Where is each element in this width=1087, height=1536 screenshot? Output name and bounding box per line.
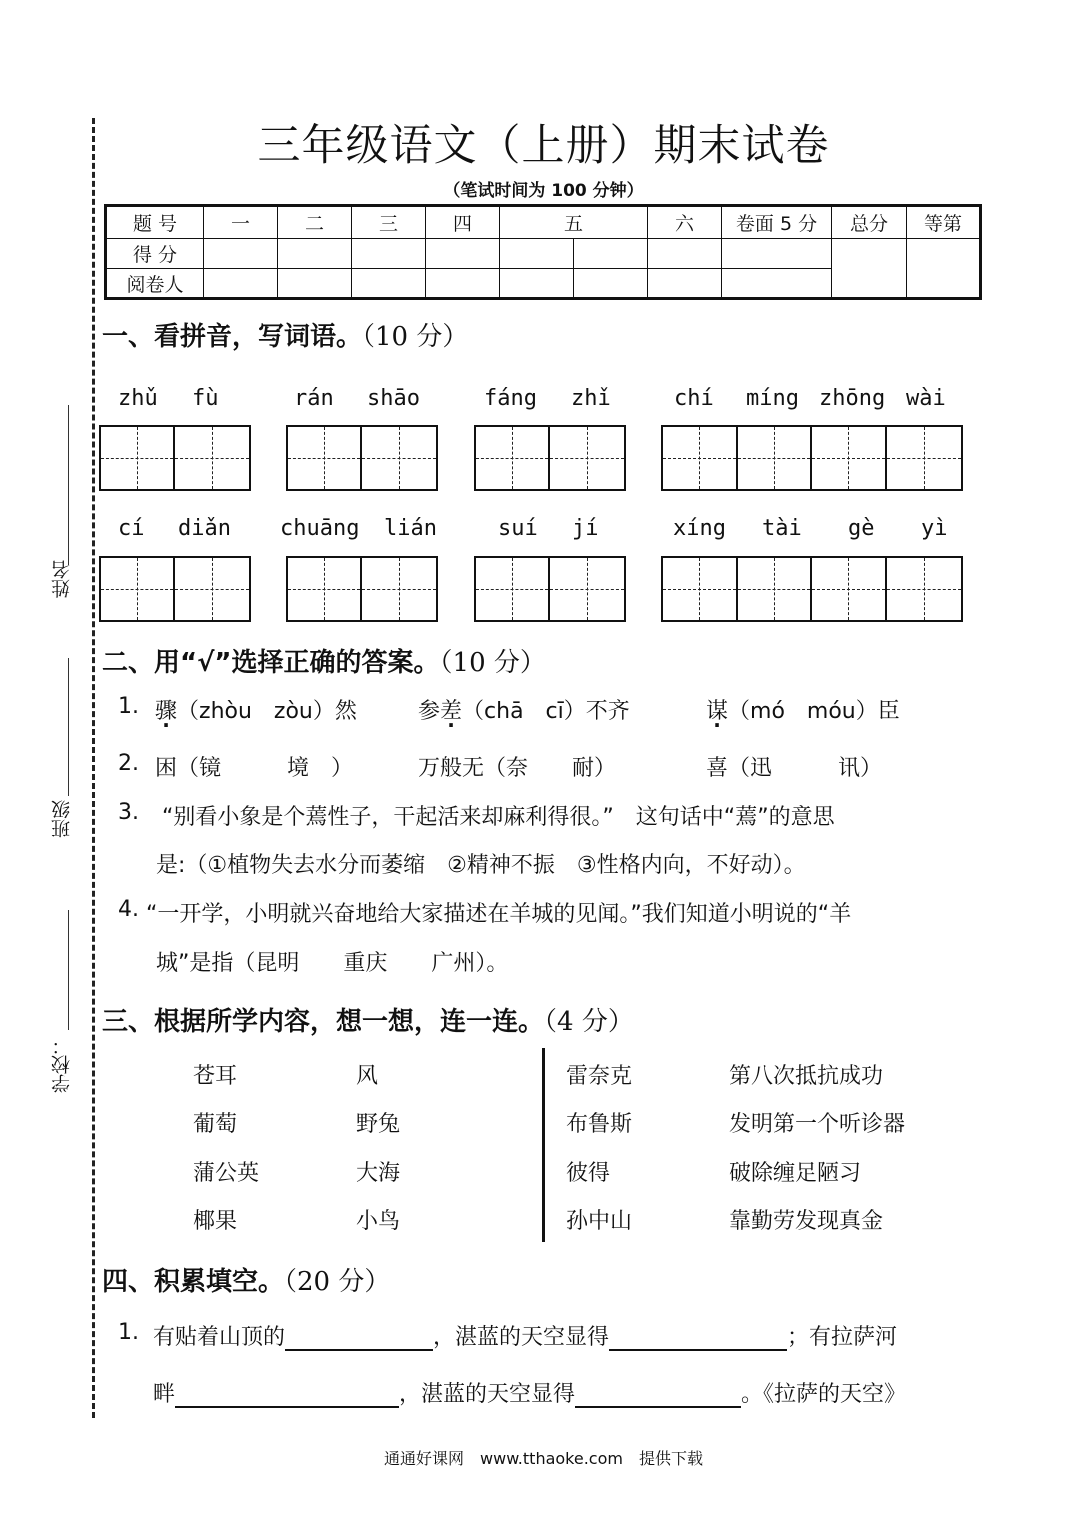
match-item: 野兔	[356, 1112, 401, 1137]
s4-text: 畔	[153, 1382, 176, 1407]
section4-title: 四、积累填空。	[102, 1267, 285, 1297]
writing-grid[interactable]	[474, 556, 626, 622]
page-title: 三年级语文（上册）期末试卷	[257, 121, 830, 171]
match-item: 雷奈克	[566, 1064, 633, 1089]
grade-cell[interactable]	[907, 239, 981, 299]
q3-line2: 是:（①植物失去水分而萎缩 ②精神不振 ③性格内向，不好动）。	[156, 853, 806, 878]
row-label: 得 分	[106, 239, 204, 269]
writing-grid[interactable]	[286, 556, 438, 622]
section3-heading	[102, 1001, 634, 1038]
q4-line1: “一开学，小明就兴奋地给大家描述在羊城的见闻。”我们知道小明说的“羊	[146, 902, 852, 927]
q1-a-rest: （zhòu zòu）然	[177, 699, 357, 724]
pinyin: tài	[762, 516, 802, 541]
pinyin: jí	[572, 516, 599, 541]
writing-grid[interactable]	[99, 556, 251, 622]
match-item: 小鸟	[356, 1209, 401, 1234]
s4-text: 有贴着山顶的	[153, 1325, 286, 1350]
pinyin: fáng	[484, 386, 537, 411]
pinyin: cí	[118, 516, 145, 541]
q2-option-c: 喜（迅 讯）	[706, 756, 883, 781]
header-cell: 四	[426, 206, 500, 239]
header-cell: 题 号	[106, 206, 204, 239]
match-item: 大海	[356, 1161, 401, 1186]
s4-text: ，湛蓝的天空显得	[399, 1382, 576, 1407]
q3-number: 3.	[118, 800, 139, 825]
match-item: 布鲁斯	[566, 1112, 633, 1137]
match-item: 发明第一个听诊器	[729, 1112, 906, 1137]
pinyin: zhōng	[819, 386, 886, 411]
section4-points: （20 分）	[284, 1267, 391, 1297]
s4-text: ；有拉萨河	[787, 1325, 898, 1350]
marker-cell[interactable]	[648, 269, 722, 299]
q1-option-b	[418, 694, 630, 725]
s4-text: 。《拉萨的天空》	[741, 1382, 907, 1407]
q1-c-rest: （mó móu）臣	[728, 699, 900, 724]
pinyin: lián	[384, 516, 437, 541]
q1-option-a	[155, 694, 357, 725]
q2-option-b: 万般无（奈 耐）	[418, 756, 617, 781]
school-write-line	[68, 910, 69, 1030]
s4-q1-number: 1.	[118, 1320, 139, 1345]
footer-note: 通通好课网 www.tthaoke.com 提供下载	[384, 1449, 703, 1468]
pinyin: rán	[294, 386, 334, 411]
fill-blank[interactable]	[575, 1384, 741, 1408]
marker-cell[interactable]	[278, 269, 352, 299]
class-write-line	[68, 658, 69, 796]
header-cell: 卷面 5 分	[722, 206, 832, 239]
pinyin: chuāng	[280, 516, 360, 541]
score-cell[interactable]	[722, 239, 832, 269]
match-item: 风	[356, 1064, 379, 1089]
score-cell[interactable]	[204, 239, 278, 269]
header-cell: 二	[278, 206, 352, 239]
section1-points: （10 分）	[362, 322, 469, 352]
score-cell[interactable]	[426, 239, 500, 269]
marker-cell[interactable]	[204, 269, 278, 299]
match-item: 破除缠足陋习	[729, 1161, 862, 1186]
section4-heading	[102, 1261, 390, 1298]
marker-cell[interactable]	[722, 269, 832, 299]
header-cell: 六	[648, 206, 722, 239]
score-cell[interactable]	[574, 239, 648, 269]
marker-cell[interactable]	[352, 269, 426, 299]
q2-number: 2.	[118, 751, 139, 776]
match-item: 葡萄	[193, 1112, 238, 1137]
pinyin: suí	[498, 516, 538, 541]
school-label: 学校：	[51, 1036, 73, 1093]
match-item: 第八次抵抗成功	[729, 1064, 884, 1089]
section2-points: （10 分）	[439, 648, 546, 678]
writing-grid[interactable]	[661, 425, 963, 491]
score-cell[interactable]	[278, 239, 352, 269]
fill-blank[interactable]	[285, 1327, 433, 1351]
q2-option-a: 困（镜 境 ）	[155, 756, 354, 781]
total-cell[interactable]	[832, 239, 907, 299]
score-row	[106, 239, 981, 269]
marker-cell[interactable]	[426, 269, 500, 299]
q1-b-rest: （chā cī）不齐	[462, 699, 630, 724]
s4-q1-line1	[153, 1320, 897, 1351]
q4-line2: 城”是指（昆明 重庆 广州）。	[156, 951, 509, 976]
exam-duration: （笔试时间为 100 分钟）	[443, 181, 644, 201]
score-cell[interactable]	[500, 239, 574, 269]
q1-option-c	[706, 694, 900, 725]
section3-points: （4 分）	[544, 1007, 634, 1037]
match-item: 苍耳	[193, 1064, 238, 1089]
binding-dashed-line	[92, 118, 95, 1418]
pinyin: fù	[192, 386, 219, 411]
pinyin: xíng	[673, 516, 726, 541]
match-item: 靠勤劳发现真金	[729, 1209, 884, 1234]
header-cell: 总分	[832, 206, 907, 239]
marker-cell[interactable]	[574, 269, 648, 299]
row-label: 阅卷人	[106, 269, 204, 299]
match-item: 椰果	[193, 1209, 238, 1234]
marker-cell[interactable]	[500, 269, 574, 299]
fill-blank[interactable]	[609, 1327, 787, 1351]
name-label: 姓名	[51, 560, 73, 598]
name-write-line	[68, 405, 69, 565]
q1-c-char: 谋	[706, 699, 729, 724]
header-cell: 五	[500, 206, 648, 239]
score-cell[interactable]	[648, 239, 722, 269]
class-label: 班级	[51, 800, 73, 838]
s4-text: ，湛蓝的天空显得	[433, 1325, 610, 1350]
q1-a-char: 骤	[155, 699, 178, 724]
q1-b-char: 差	[440, 699, 463, 724]
fill-blank[interactable]	[175, 1384, 399, 1408]
pinyin: diǎn	[178, 516, 231, 541]
section1-heading	[102, 316, 468, 353]
pinyin: zhǔ	[118, 386, 158, 411]
pinyin: yì	[921, 516, 948, 541]
writing-grid[interactable]	[286, 425, 438, 491]
q1-number: 1.	[118, 694, 139, 719]
writing-grid[interactable]	[99, 425, 251, 491]
q1-b-pre: 参	[418, 699, 441, 724]
q3-line1: “别看小象是个蔫性子，干起活来却麻利得很。” 这句话中“蔫”的意思	[162, 805, 835, 830]
section1-title: 一、看拼音，写词语。	[102, 322, 363, 352]
score-header-row	[106, 206, 981, 239]
score-table	[104, 204, 982, 300]
match-item: 蒲公英	[193, 1161, 260, 1186]
match-item: 彼得	[566, 1161, 611, 1186]
section2-heading	[102, 642, 546, 679]
section2-title: 二、用“√”选择正确的答案。	[102, 648, 440, 678]
pinyin: chí	[674, 386, 714, 411]
match-item: 孙中山	[566, 1209, 633, 1234]
score-cell[interactable]	[352, 239, 426, 269]
writing-grid[interactable]	[474, 425, 626, 491]
section3-title: 三、根据所学内容，想一想，连一连。	[102, 1007, 545, 1037]
pinyin: wài	[906, 386, 946, 411]
s4-q1-line2	[153, 1377, 906, 1408]
column-divider	[542, 1048, 545, 1242]
header-cell: 三	[352, 206, 426, 239]
q4-number: 4.	[118, 897, 139, 922]
pinyin: shāo	[367, 386, 420, 411]
header-cell: 等第	[907, 206, 981, 239]
writing-grid[interactable]	[661, 556, 963, 622]
header-cell: 一	[204, 206, 278, 239]
pinyin: zhǐ	[571, 386, 611, 411]
pinyin: míng	[746, 386, 799, 411]
pinyin: gè	[848, 516, 875, 541]
